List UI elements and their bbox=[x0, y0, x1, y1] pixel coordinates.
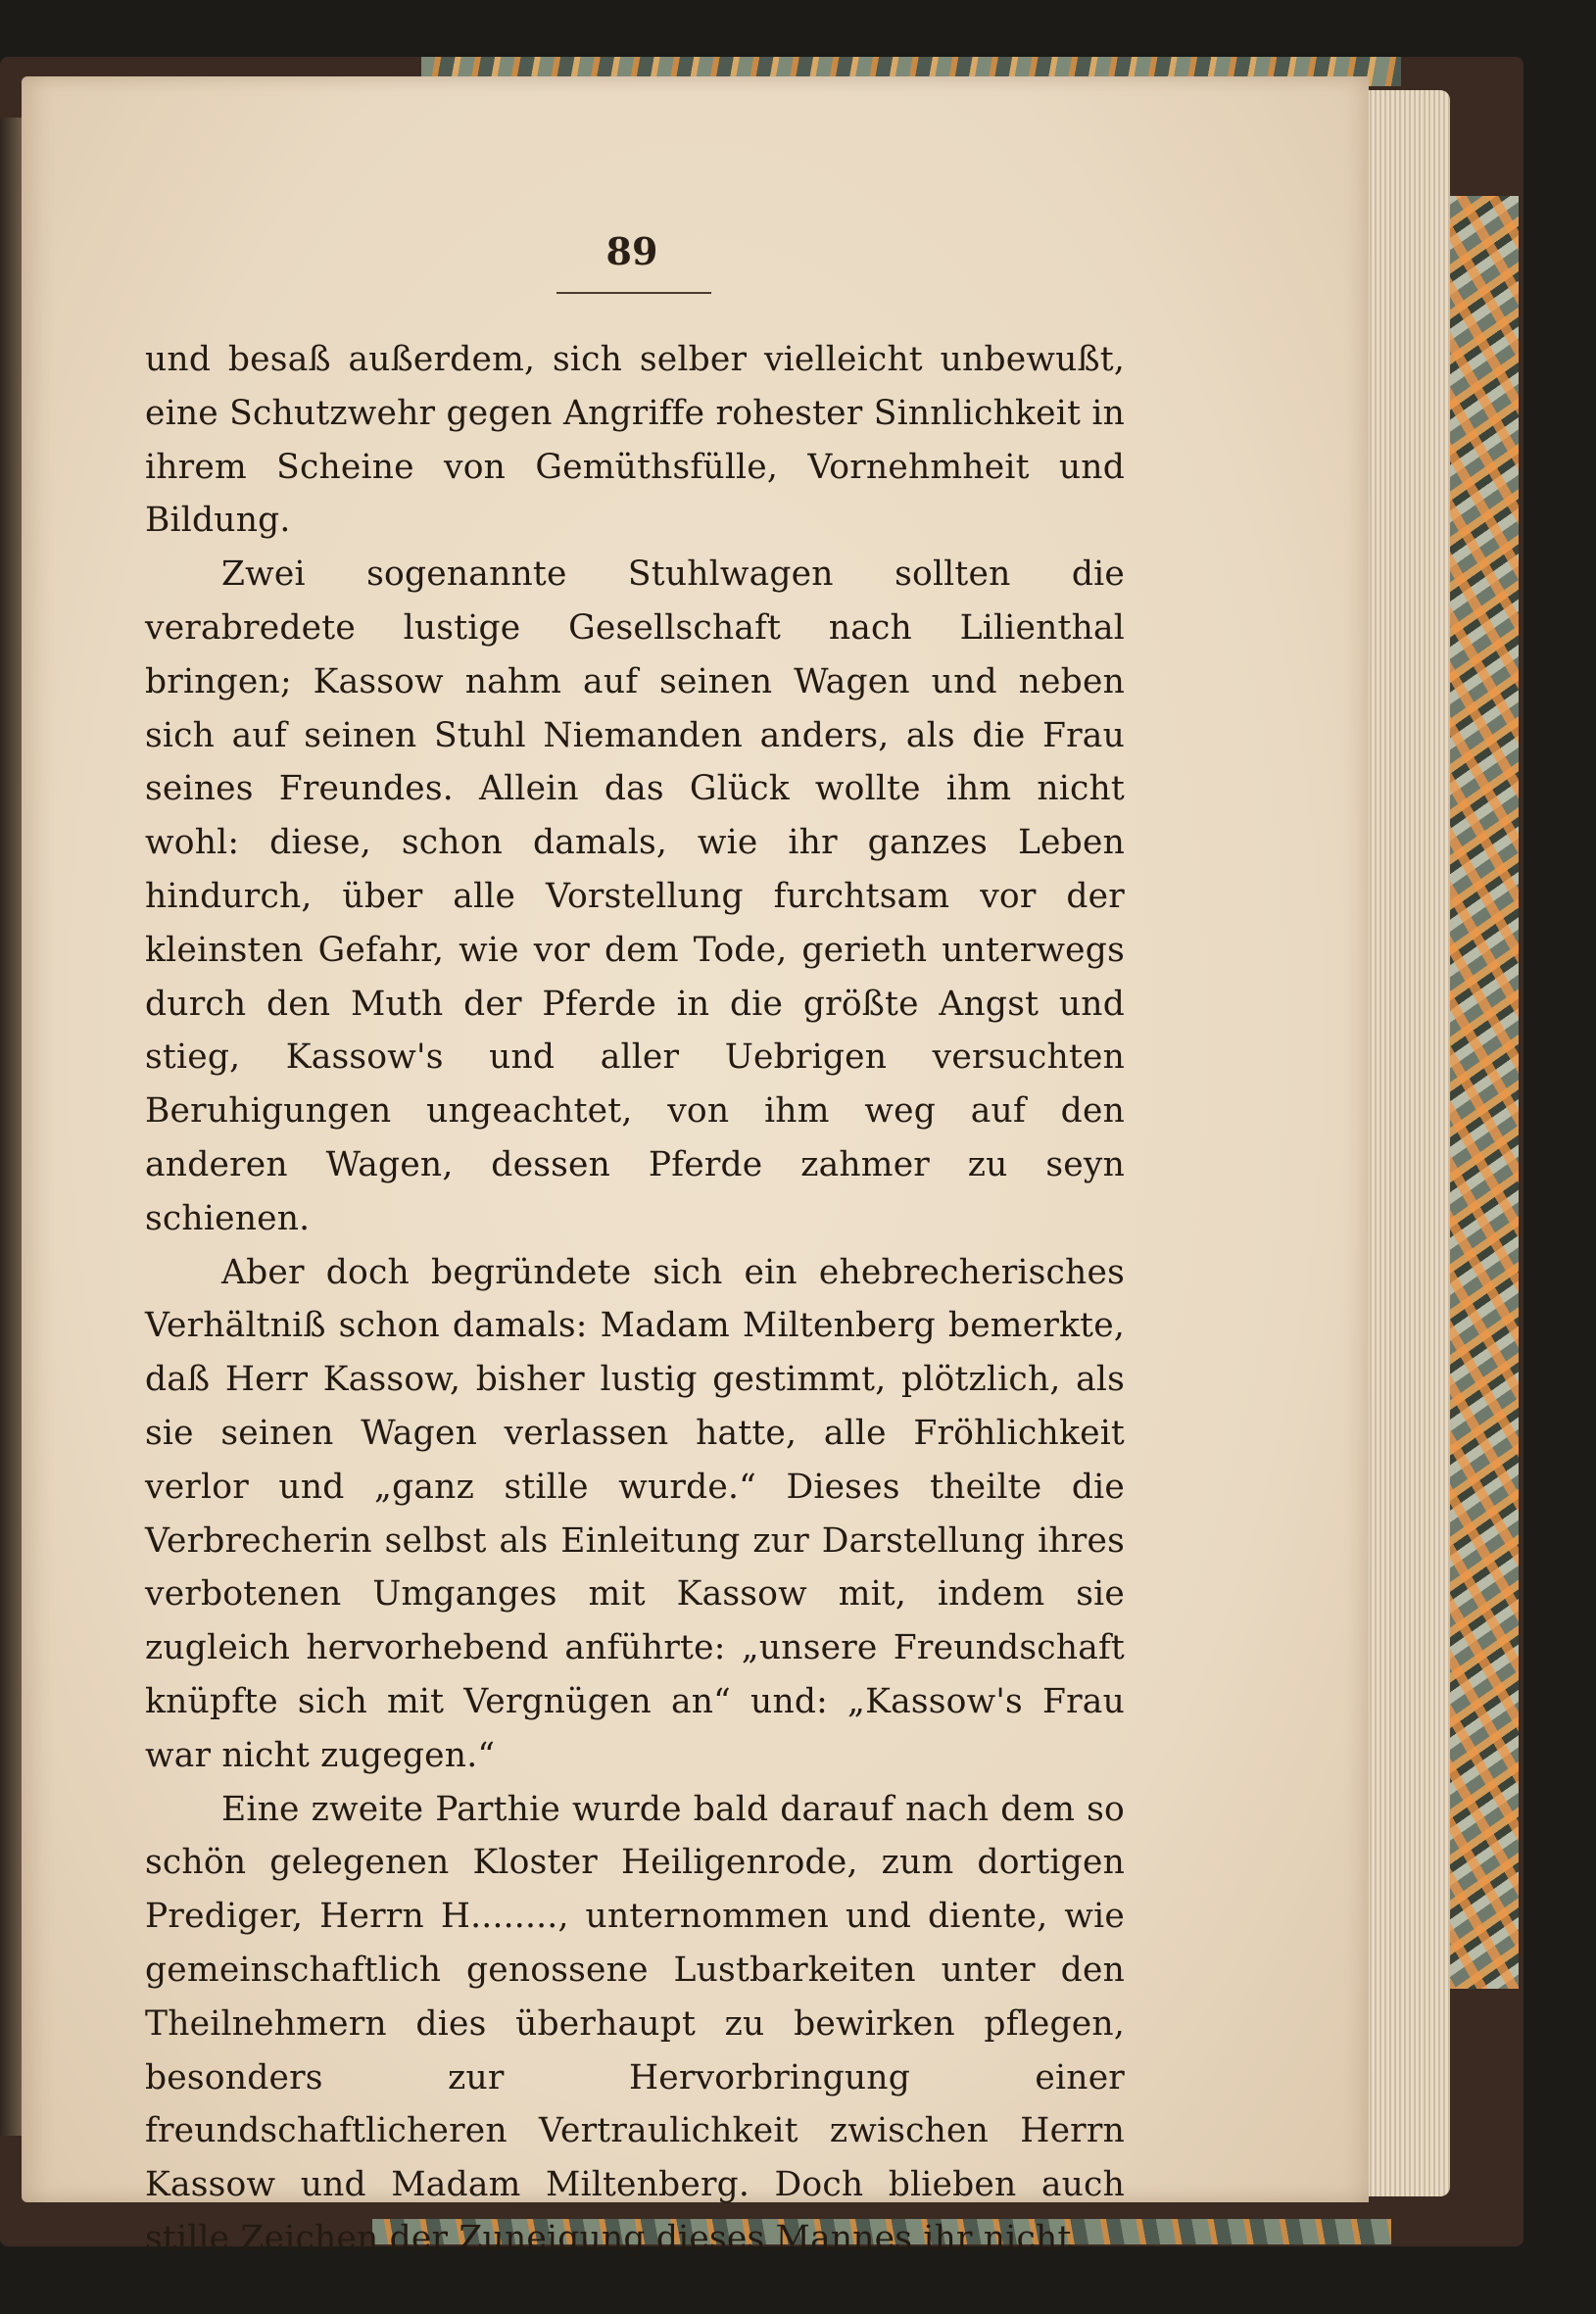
page-edges bbox=[1362, 90, 1450, 2196]
page-body bbox=[145, 333, 1125, 2266]
paragraph: Aber doch begründete sich ein ehebrecherisches Verhältniß schon damals: Madam Miltenberg bemerkte, daß Herr Kassow, bisher lustig gestimmt, plötzlich, als sie seinen Wagen verlassen hatte, alle Fröhlichkeit verlor und „ganz stille wurde.“ Dieses theilte die Verbrecherin selbst als Einleitung zur Darstellung ihres verbotenen Umganges mit Kassow mit, indem sie zugleich hervorhebend anführte: „unsere Freundschaft knüpfte sich mit Vergnügen an“ und: „Kassow's Frau war nicht zugegen.“ bbox=[145, 1252, 1125, 1775]
paragraph: Zwei sogenannte Stuhlwagen sollten die verabredete lustige Gesellschaft nach Lilienthal bringen; Kassow nahm auf seinen Wagen und neben sich auf seinen Stuhl Niemanden anders, als die Frau seines Freundes. Allein das Glück wollte ihm nicht wohl: diese, schon damals, wie ihr ganzes Leben hindurch, über alle Vorstellung furchtsam vor der kleinsten Gefahr, wie vor dem Tode, gerieth unterwegs durch den Muth der Pferde in die größte Angst und stieg, Kassow's und aller Uebrigen versuchten Beruhigungen ungeachtet, von ihm weg auf den anderen Wagen, dessen Pferde zahmer zu seyn schienen. bbox=[145, 554, 1125, 1238]
paragraph: und besaß außerdem, sich selber vielleicht unbewußt, eine Schutzwehr gegen Angriffe rohester Sinnlichkeit in ihrem Scheine von Gemüthsfülle, Vornehmheit und Bildung. bbox=[145, 340, 1125, 541]
binding-left bbox=[0, 118, 22, 2136]
paragraph: Eine zweite Parthie wurde bald darauf nach dem so schön gelegenen Kloster Heiligenrode, zum dortigen Prediger, Herrn H........, unternommen und diente, wie gemeinschaftlich genossene Lustbarkeiten unter den Theilnehmern dies überhaupt zu bewirken pflegen, besonders zur Hervorbringung einer freundschaftlicheren Vertraulichkeit zwischen Herrn Kassow und Madam Miltenberg. Doch blieben auch stille Zeichen der Zuneigung dieses Mannes ihr nicht bbox=[145, 1789, 1125, 2258]
marbled-edge-right bbox=[1445, 196, 1519, 1989]
page-number: 89 bbox=[605, 229, 658, 273]
header-rule bbox=[556, 292, 711, 294]
